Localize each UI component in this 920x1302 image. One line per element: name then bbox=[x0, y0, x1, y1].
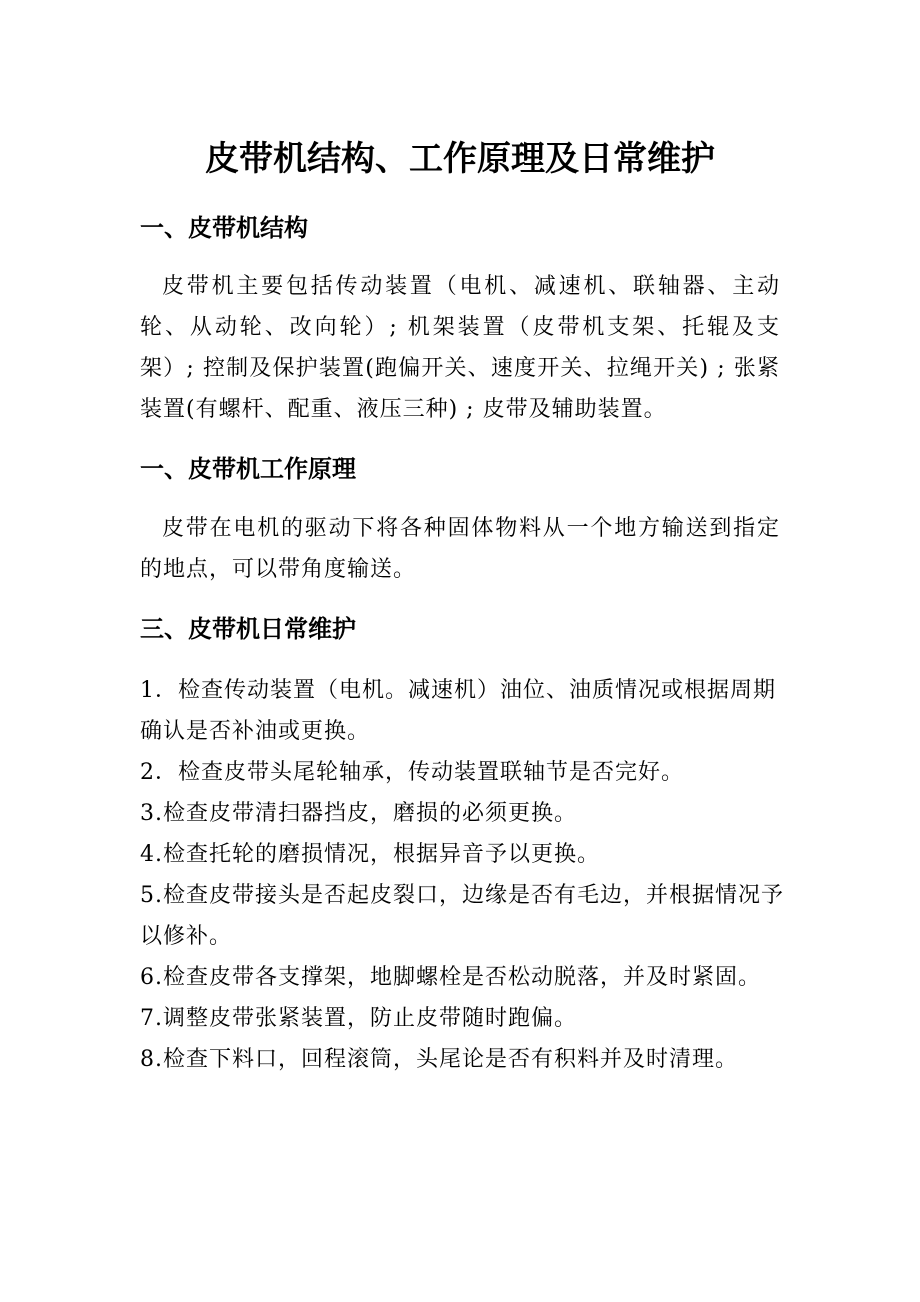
list-item: 2．检查皮带头尾轮轴承，传动装置联轴节是否完好。 bbox=[140, 760, 684, 785]
list-item: 1．检查传动装置（电机。减速机）油位、油质情况或根据周期确认是否补油或更换。 bbox=[140, 678, 776, 744]
list-item: 3.检查皮带清扫器挡皮，磨损的必须更换。 bbox=[140, 801, 577, 826]
section-paragraph-principle: 皮带在电机的驱动下将各种固体物料从一个地方输送到指定的地点，可以带角度输送。 bbox=[140, 516, 780, 582]
list-item: 8.检查下料口，回程滚筒，头尾论是否有积料并及时清理。 bbox=[140, 1047, 738, 1072]
list-item: 7.调整皮带张紧装置，防止皮带随时跑偏。 bbox=[140, 1006, 577, 1031]
list-item: 4.检查托轮的磨损情况，根据异音予以更换。 bbox=[140, 842, 600, 867]
section-paragraph-structure: 皮带机主要包括传动装置（电机、减速机、联轴器、主动轮、从动轮、改向轮）; 机架装置（皮带机支架、托辊及支架）; 控制及保护装置(跑偏开关、速度开关、拉绳开关) ; 张紧装置(有螺杆、配重、液压三种) ; 皮带及辅助装置。 bbox=[140, 274, 780, 422]
document-title: 皮带机结构、工作原理及日常维护 bbox=[205, 139, 715, 179]
list-item: 5.检查皮带接头是否起皮裂口，边缘是否有毛边，并根据情况予以修补。 bbox=[140, 883, 784, 949]
maintenance-list bbox=[140, 670, 790, 1080]
section-heading-structure: 一、皮带机结构 bbox=[140, 214, 308, 242]
list-item: 6.检查皮带各支撑架，地脚螺栓是否松动脱落，并及时紧固。 bbox=[140, 965, 761, 990]
section-heading-principle: 一、皮带机工作原理 bbox=[140, 455, 356, 483]
section-heading-maintenance: 三、皮带机日常维护 bbox=[140, 615, 356, 643]
